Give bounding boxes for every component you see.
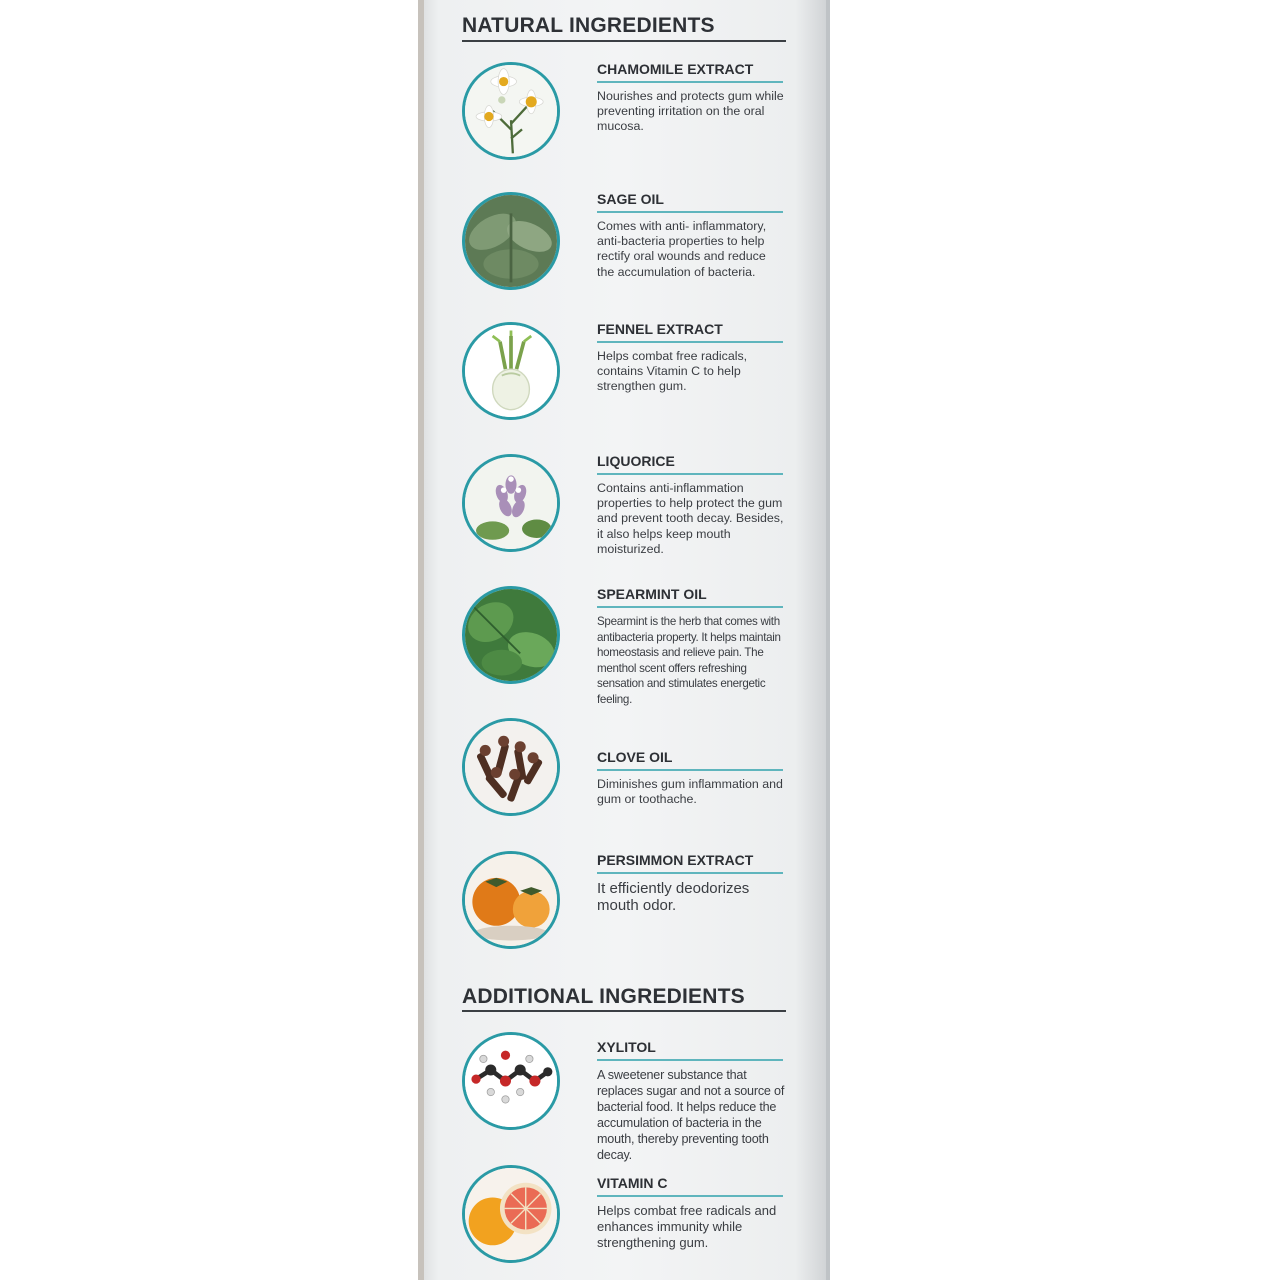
ingredient-rule [597,341,783,343]
ingredient-description: Comes with anti- inflammatory, anti-bacteria properties to help rectify oral wounds and reduce the accumulation of bacteria. [597,219,767,279]
ingredient-description: Spearmint is the herb that comes with antibacteria property. It helps maintain homeostasis and relieve pain. The menthol scent offers refreshing sensation and stimulates energetic feeling. [597,615,781,706]
ingredient-rule [597,1195,783,1197]
ingredient-name: CLOVE OIL [597,749,673,765]
ingredient-clove [597,749,785,807]
spearmint-icon [462,586,560,684]
persimmon-icon [462,851,560,949]
ingredient-chamomile [597,61,785,135]
ingredient-xylitol [597,1039,785,1163]
ingredient-rule [597,473,783,475]
ingredient-spearmint [597,586,785,708]
ingredient-description: Diminishes gum inflammation and gum or toothache. [597,777,783,807]
ingredient-name: CHAMOMILE EXTRACT [597,61,754,77]
ingredient-description: It efficiently deodorizes mouth odor. [597,880,750,914]
liquorice-icon [462,454,560,552]
ingredient-rule [597,211,783,213]
ingredient-name: SPEARMINT OIL [597,586,707,602]
package-edge-left [418,0,424,1280]
ingredient-description: Helps combat free radicals, contains Vitamin C to help strengthen gum. [597,349,748,394]
package-edge-right [826,0,830,1280]
ingredient-rule [597,81,783,83]
ingredient-rule [597,1059,783,1061]
ingredient-name: SAGE OIL [597,191,664,207]
fennel-icon [462,322,560,420]
ingredient-name: XYLITOL [597,1039,656,1055]
ingredient-name: FENNEL EXTRACT [597,321,723,337]
ingredient-name: VITAMIN C [597,1175,668,1191]
ingredient-description: Helps combat free radicals and enhances immunity while strengthening gum. [597,1203,777,1250]
ingredient-rule [597,606,783,608]
ingredient-persimmon [597,852,785,914]
molecule-icon [462,1032,560,1130]
ingredient-rule [597,769,783,771]
clove-icon [462,718,560,816]
ingredient-fennel [597,321,785,395]
ingredient-sage [597,191,785,280]
ingredient-rule [597,872,783,874]
ingredient-description: Nourishes and protects gum while preventing irritation on the oral mucosa. [597,89,784,134]
natural-ingredients-rule [462,40,786,42]
ingredient-liquorice [597,453,785,557]
grapefruit-icon [462,1165,560,1263]
chamomile-icon [462,62,560,160]
ingredient-description: Contains anti-inflammation properties to help protect the gum and prevent tooth decay. Besides, it also helps keep mouth moisturized. [597,481,784,556]
ingredient-description: A sweetener substance that replaces sugar and not a source of bacterial food. It helps reduce the accumulation of bacteria in the mouth, thereby preventing tooth decay. [597,1068,785,1162]
additional-ingredients-title: ADDITIONAL INGREDIENTS [462,985,745,1008]
sage-icon [462,192,560,290]
additional-ingredients-rule [462,1010,786,1012]
natural-ingredients-title: NATURAL INGREDIENTS [462,14,715,37]
ingredient-vitamin-c [597,1175,785,1251]
ingredient-name: PERSIMMON EXTRACT [597,852,754,868]
ingredient-name: LIQUORICE [597,453,675,469]
